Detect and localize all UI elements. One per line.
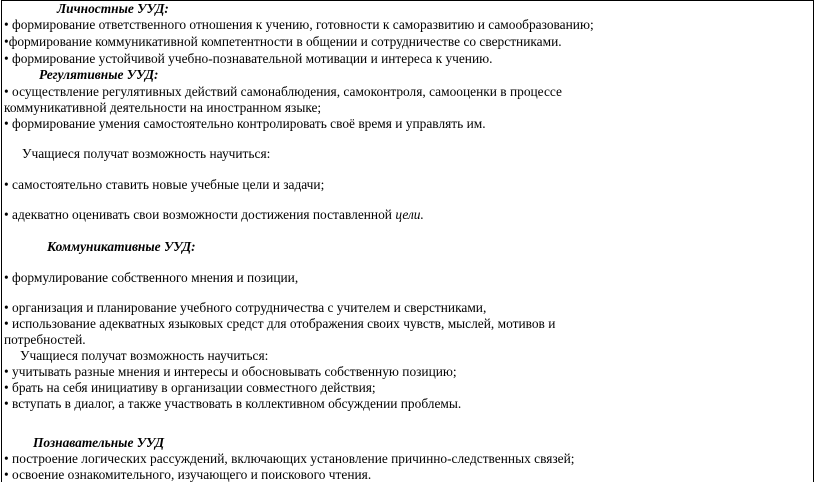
communicative-item-3-cont: потребностей. xyxy=(4,332,86,347)
communicative-item-3: • использование адекватных языковых средст для отображения своих чувств, мыслей, мотивов и xyxy=(4,316,556,331)
communicative-item-2: • организация и планирование учебного сотрудничества с учителем и сверстниками, xyxy=(4,300,487,315)
communicative-opportunity-item-1: • учитывать разные мнения и интересы и обосновывать собственную позицию; xyxy=(4,364,457,379)
personal-uud-heading: Личностные УУД: xyxy=(57,1,169,16)
personal-item-3: • формирование устойчивой учебно-познавательной мотивации и интереса к учению. xyxy=(4,51,493,66)
cognitive-item-1: • построение логических рассуждений, включающих установление причинно-следственных связей; xyxy=(4,451,575,466)
regulatory-opportunity-heading: Учащиеся получат возможность научиться: xyxy=(22,146,271,161)
cognitive-item-2: • освоение ознакомительного, изучающего и поискового чтения. xyxy=(4,467,372,482)
regulatory-item-1-cont: коммуникативной деятельности на иностранном языке; xyxy=(4,100,322,115)
regulatory-item-1: • осуществление регулятивных действий самонаблюдения, самоконтроля, самооценки в процессе xyxy=(4,84,562,99)
personal-item-2: •формирование коммуникативной компетентности в общении и сотрудничестве со сверстниками. xyxy=(4,34,562,49)
communicative-item-1: • формулирование собственного мнения и позиции, xyxy=(4,270,299,285)
regulatory-uud-heading: Регулятивные УУД: xyxy=(39,67,159,82)
regulatory-item-2: • формирование умения самостоятельно контролировать своё время и управлять им. xyxy=(4,116,486,131)
cognitive-uud-heading: Познавательные УУД xyxy=(33,435,164,450)
regulatory-opportunity-item-2: • адекватно оценивать свои возможности достижения поставленной цели. xyxy=(4,207,424,222)
communicative-opportunity-item-3: • вступать в диалог, а также участвовать в коллективном обсуждении проблемы. xyxy=(4,396,462,411)
personal-item-1: • формирование ответственного отношения к учению, готовности к саморазвитию и самообразованию; xyxy=(4,17,594,32)
communicative-uud-heading: Коммуникативные УУД: xyxy=(47,239,196,254)
regulatory-opportunity-item-1: • самостоятельно ставить новые учебные цели и задачи; xyxy=(4,177,325,192)
communicative-opportunity-heading: Учащиеся получат возможность научиться: xyxy=(20,348,269,363)
communicative-opportunity-item-2: • брать на себя инициативу в организации совместного действия; xyxy=(4,380,376,395)
